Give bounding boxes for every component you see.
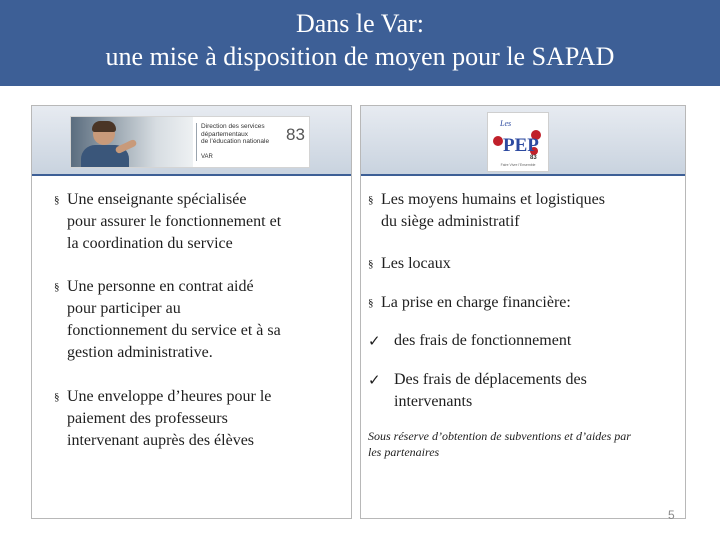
dept-number: 83 bbox=[286, 125, 305, 144]
right-check-1 bbox=[368, 330, 683, 352]
bullet-icon: § bbox=[54, 391, 60, 403]
bullet-icon: § bbox=[368, 258, 374, 270]
pep-tagline: Faire Vivre l'Ensemble bbox=[500, 163, 536, 167]
left-item-2-line-2: pour participer au bbox=[67, 300, 181, 317]
right-item-2-line-1: Les locaux bbox=[381, 255, 451, 272]
left-item-1-line-3: la coordination du service bbox=[67, 235, 233, 252]
right-panel bbox=[360, 105, 686, 519]
checkmark-icon: ✓ bbox=[368, 371, 381, 389]
title-line-2: une mise à disposition de moyen pour le SAPAD bbox=[105, 42, 615, 71]
right-item-1-line-1: Les moyens humains et logistiques bbox=[381, 191, 605, 208]
left-item-1 bbox=[54, 189, 350, 255]
right-item-1-line-2: du siège administratif bbox=[381, 213, 520, 230]
checkmark-icon: ✓ bbox=[368, 332, 381, 350]
title-bar bbox=[0, 0, 720, 86]
left-item-3 bbox=[54, 386, 350, 452]
right-check-2-line-2: intervenants bbox=[394, 393, 473, 410]
footnote bbox=[368, 428, 683, 460]
title-line-1: Dans le Var: bbox=[295, 9, 425, 38]
svg-text:PEP: PEP bbox=[503, 135, 539, 156]
bullet-icon: § bbox=[368, 297, 374, 309]
right-item-3 bbox=[368, 292, 683, 314]
pep-number: 83 bbox=[530, 155, 537, 161]
dsden-org-short: VAR bbox=[201, 154, 213, 160]
left-item-3-heading: Une enveloppe d’heures bbox=[67, 388, 223, 405]
page-number: 5 bbox=[668, 508, 675, 522]
left-item-3-line-2: paiement des professeurs bbox=[67, 410, 228, 427]
right-item-3-line-1: La prise en charge financière: bbox=[381, 294, 571, 311]
footnote-line-1: Sous réserve d’obtention de subventions et d’aides par bbox=[368, 429, 631, 443]
left-item-2 bbox=[54, 276, 350, 364]
left-item-1-line-2: pour assurer le fonctionnement et bbox=[67, 213, 282, 230]
bullet-icon: § bbox=[54, 281, 60, 293]
right-panel-header bbox=[361, 106, 685, 176]
left-item-2-heading: Une personne en contrat aidé bbox=[67, 278, 254, 295]
right-item-2 bbox=[368, 253, 683, 275]
left-item-3-line-3: intervenant auprès des élèves bbox=[67, 432, 255, 449]
right-check-2-line-1: Des frais de déplacements des bbox=[394, 371, 587, 388]
pep-logo bbox=[487, 112, 549, 172]
left-item-2-line-3: fonctionnement du service et à sa bbox=[67, 322, 281, 339]
logo-divider bbox=[196, 123, 197, 161]
svg-text:Les: Les bbox=[500, 119, 512, 128]
left-item-2-line-4: gestion administrative. bbox=[67, 344, 213, 361]
right-item-1 bbox=[368, 189, 683, 233]
bullet-icon: § bbox=[368, 194, 374, 206]
child-photo bbox=[71, 117, 193, 167]
left-panel bbox=[31, 105, 352, 519]
footnote-line-2: les partenaires bbox=[368, 445, 440, 459]
right-check-2 bbox=[368, 369, 683, 413]
right-check-1-line-1: des frais de fonctionnement bbox=[394, 332, 572, 349]
dsden-logo bbox=[70, 116, 310, 168]
dsden-org-name: Direction des services départementaux de l'éducation nationale bbox=[201, 123, 270, 145]
left-item-3-heading-trail: pour le bbox=[222, 388, 272, 405]
bullet-icon: § bbox=[54, 194, 60, 206]
left-item-1-heading: Une enseignante spécialisée bbox=[67, 191, 247, 208]
left-panel-header bbox=[32, 106, 351, 176]
